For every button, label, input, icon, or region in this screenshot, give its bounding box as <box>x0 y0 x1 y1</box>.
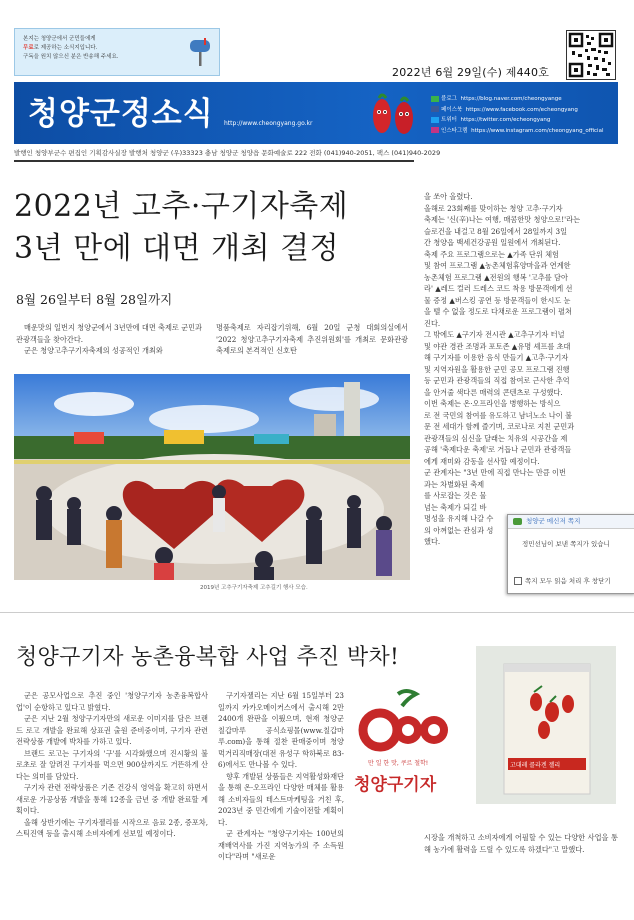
twitter-icon <box>431 117 439 123</box>
article1-column-3-line: 의 아껴없는 관심과 성 <box>424 525 494 535</box>
article1-column-3-line: 물 증정 ▲버스킹 공연 등 방문객들이 한시도 눈 <box>424 295 571 305</box>
article1-column-3-line: 명성을 유지해 나갈 수 <box>424 514 494 523</box>
qr-code-icon <box>566 30 616 80</box>
blog-icon <box>431 96 439 102</box>
social-link-blog[interactable]: 블로그 https://blog.naver.com/cheongyange <box>431 94 604 105</box>
article2-column-2: 구기자젤리는 지난 6월 15일부터 23일까지 카카오메이커스에서 출시해 2만2400개 완판을 이뤘으며, 현재 청양군 칠갑마루 공식쇼핑몰(www.칠갑마루.com)을 통해 절찬 판매중이며 청양먹거리직매장(대전 유성구 학하북로 83-6)에서도 만나볼 수 있다. 향후 개발된 상품들은 지역활성화재단을 통해 온·오프라인 다양한 매체를 활용해 소비자들의 테스트마케팅을 거친 후, 2023년 중 민간에게 기술이전할 계획이다. 군 관계자는 "청양구기자는 100년의 재배역사를 가진 지역농가의 주 소득원이다"라며 "새로운 <box>218 691 344 861</box>
popup-footer-label: 쪽지 모두 읽음 처리 후 창닫기 <box>525 577 611 585</box>
photo-caption: 2019년 고추구기자축제 고추길기 행사 모습. <box>200 585 308 591</box>
article2-headline: 청양구기자 농촌융복합 사업 추진 박차! <box>16 645 400 670</box>
article1-column-3-line: 이번 축제는 온·오프라인을 병행하는 방식으 <box>424 399 561 408</box>
article1-column-3-line: 간 청양읍 백세건강공원 일원에서 개최된다. <box>424 238 561 247</box>
masthead-url[interactable]: http://www.cheongyang.go.kr <box>224 120 313 127</box>
article1-column-3-line: 및 야관 경관 조명과 포토존 ▲유명 셰프를 초대 <box>424 341 571 351</box>
messenger-icon <box>513 518 522 525</box>
jelly-pouch-image <box>476 646 616 804</box>
article1-column-3-line: 축제 주요 프로그램으로는 ▲가족 단위 체험 <box>424 249 559 259</box>
article1-column-3-line: 했다. <box>424 537 441 546</box>
goji-berry-logo-icon <box>358 688 454 758</box>
article1-column-3-line: 넘는 축제가 되길 바 <box>424 502 487 512</box>
messenger-popup[interactable] <box>507 514 634 594</box>
social-link-twitter[interactable]: 트위터 https://twitter.com/echeongyang <box>431 115 604 126</box>
mark-all-read-checkbox[interactable] <box>514 576 611 585</box>
article2-column-4: 시장을 개척하고 소비자에게 어필할 수 있는 다양한 사업을 통해 농가에 활력을 드릴 수 있도록 하겠다"고 말했다. <box>424 833 618 854</box>
article1-column-3 <box>424 191 618 548</box>
popup-header[interactable] <box>508 515 634 529</box>
article1-column-3-line: 을 안겨줄 색다른 매력의 콘텐츠로 구성했다. <box>424 387 563 397</box>
notice-line: 구독을 원치 않으신 분은 반송해 주세요. <box>23 54 119 60</box>
logo-tagline: 만 일 한 맛, 쿠르 철학! <box>368 760 429 767</box>
article1-column-3-line: 군 관계자는 "3년 만에 직접 만나는 만큼 이번 <box>424 468 566 477</box>
issue-date: 2022년 6월 29일(수) 제440호 <box>392 66 550 79</box>
article1-column-3-line: 로 전 국민의 참여를 유도하고 남녀노소 나이 불 <box>424 410 572 420</box>
article1-column-3-line: 그 밖에도 ▲구기자 전시관 ▲고추구기자 터널 <box>424 330 565 339</box>
popup-title: 청양군 메신저 쪽지 <box>526 517 581 525</box>
article1-column-3-line: 슬로건을 내걸고 8월 26일에서 28일까지 3일 <box>424 226 568 236</box>
article1-column-3-line: 공해 '축제다운 축제'로 거듭나 군민과 관광객들 <box>424 445 572 454</box>
article1-column-3-line: 과는 차별화된 축제 <box>424 479 485 489</box>
article1-column-3-line: 라' ▲레드 컬러 드레스 코드 착용 방문객에게 선 <box>424 284 573 293</box>
notice-highlight: 무료 <box>23 45 34 51</box>
article1-column-3-line: 진다. <box>424 318 441 328</box>
section-divider <box>0 612 634 613</box>
notice-line: 본지는 청양군에서 군민들에게 <box>23 36 96 42</box>
article1-column-3-line: 및 참여 프로그램 ▲농촌체험휴양마을과 연계한 <box>424 261 571 270</box>
checkbox-icon[interactable] <box>514 577 522 585</box>
article1-column-3-line: 에게 재미와 감동을 선사할 예정이다. <box>424 456 540 466</box>
masthead-title: 청양군정소식 <box>28 96 214 132</box>
logo-brand-name: 청양구기자 <box>354 775 437 795</box>
festival-photo <box>14 374 410 580</box>
notice-line: 로 제공하는 소식지입니다. <box>33 45 98 51</box>
social-link-facebook[interactable]: 페이스북 https://www.facebook.com/echeongyang <box>431 105 604 116</box>
social-links <box>431 94 604 136</box>
article1-column-3-line: 및 지역자원을 활용한 군민 공모 프로그램 진행 <box>424 364 570 374</box>
article1-column-3-line: 축제는 '신(辛)나는 여행, 매콤한맛 청양으로!'라는 <box>424 215 581 224</box>
instagram-icon <box>431 127 439 133</box>
imprint-line: 발행인 청양부군수 편집인 기획감사실장 발행처 청양군 (우)33323 충남 청양군 청양읍 문화예술로 222 전화 (041)940-2051, 팩스 (041)940-2029 <box>14 149 441 157</box>
pepper-mascot-icon <box>366 88 420 140</box>
article1-column-3-line: 해 구기자를 이용한 음식 만들기 ▲고추·구기자 <box>424 353 569 362</box>
article1-column-3-line: 등 군민과 관광객들의 직접 참여로 근사한 추억 <box>424 376 570 385</box>
gugija-brand-logo <box>352 688 462 802</box>
product-label: 고대레 콜라겐 젤리 <box>510 762 561 769</box>
article1-column-3-line: 문 전 세대가 함께 즐기며, 코로나로 지친 군민과 <box>424 422 575 431</box>
mailbox-icon <box>187 37 213 67</box>
top-divider <box>14 160 414 162</box>
article1-column-2: 명품축제로 자리잡기위해, 6월 20일 군청 대회의실에서 '2022 청양고추구기자축제 추진위원회'를 개최로 문화관광 축제로의 본격적인 신호탄 <box>216 323 408 355</box>
product-photo <box>476 646 616 804</box>
article1-column-1: 매운맛의 일번지 청양군에서 3년만에 대면 축제로 군민과 관광객들을 찾아간다. 군은 청양고추구기자축제의 성공적인 개최와 <box>16 323 202 355</box>
masthead-banner <box>14 82 618 144</box>
popup-message[interactable]: 정민선님이 보낸 쪽지가 있습니 <box>522 540 610 548</box>
article1-column-3-line: 올해로 23회째를 맞이하는 청양 고추·구기자 <box>424 203 563 213</box>
social-link-instagram[interactable]: 인스타그램 https://www.instagram.com/cheongyang_official <box>431 126 604 137</box>
article1-subheadline: 8월 26일부터 8월 28일까지 <box>16 292 173 307</box>
article1-column-3-line: 농촌체험 프로그램 ▲전원의 행복 '고추를 담아 <box>424 272 568 282</box>
article1-column-3-line: 을 뗄 수 없을 정도로 다채로운 프로그램이 펼쳐 <box>424 307 572 316</box>
article1-column-3-line: 관광객들의 심신을 달래는 치유의 시공간을 제 <box>424 433 568 443</box>
facebook-icon <box>431 106 439 112</box>
article1-headline: 2022년 고추·구기자축제 3년 만에 대면 개최 결정 <box>14 189 349 266</box>
article1-column-3-line: 를 사로잡는 것은 물 <box>424 491 487 500</box>
article2-column-1: 군은 공모사업으로 추진 중인 '청양구기자 농촌융복합사업'이 순항하고 있다고 밝혔다. 군은 지난 2월 청양구기자만의 새로운 이미지를 담은 브랜드 로고 개발을 완료해 상표권 출원 준비중이며, 구기자 관련 전략상품 개발에 박차를 가하고 있다. 브랜드 로고는 구기자의 '구'를 시각화했으며 진시황의 불로초로 잘 알려진 구기자를 먹으면 900살까지도 거뜬하게 산다는 의미를 담았다. 구기자 관련 전략상품은 기존 건강식 영역을 확고히 하면서 새로운 가공상품 개발을 통해 12종을 금년 중 개발 완료할 계획이다. 올해 상반기에는 구기자젤리를 시작으로 음료 2종, 증포차, 스틱진액 등을 출시해 소비자에게 선보일 예정이다. <box>16 691 208 838</box>
article1-column-3-line: 을 쏘아 올렸다. <box>424 192 473 201</box>
subscription-notice <box>14 28 220 76</box>
